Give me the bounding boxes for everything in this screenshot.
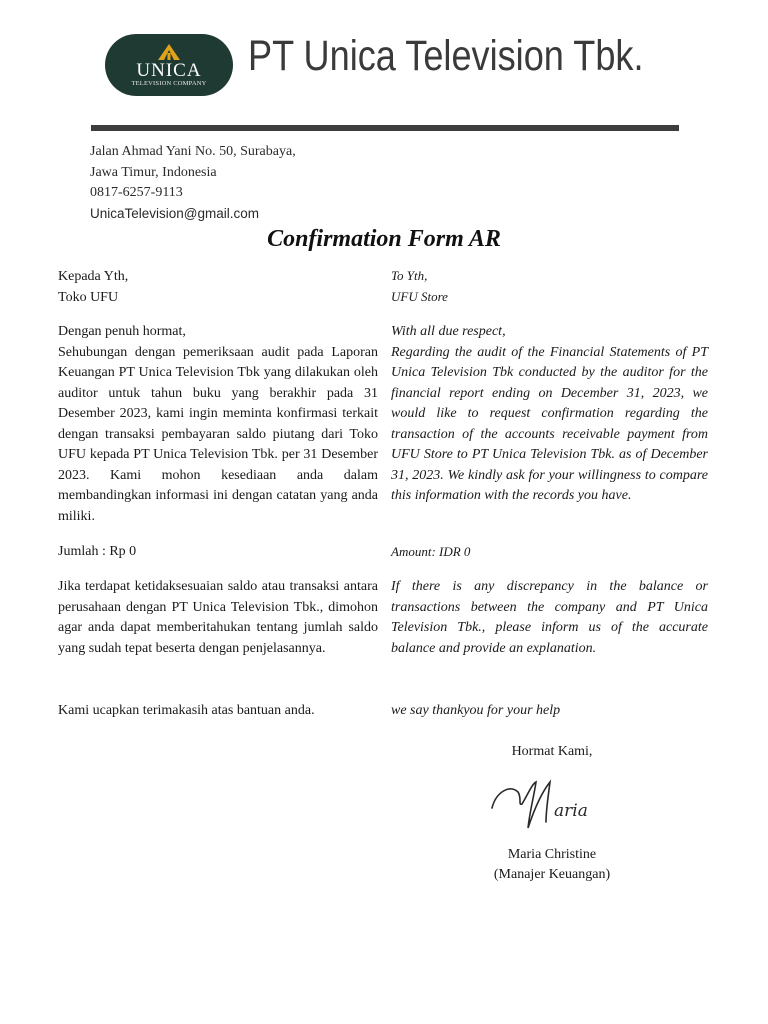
indonesian-thanks-block [58,701,378,722]
body-paragraph-en: Regarding the audit of the Financial Statements of PT Unica Television Tbk conducted by the auditor for the financial report ending on December 31, 2023, we would like to request confirmation regarding the transaction of the accounts receivable payment from UFU Store to PT Unica Television Tbk. as of December 31, 2023. We kindly ask for your willingness to compare this information with the records you have. [391,344,708,503]
greeting: Dengan penuh hormat, [58,324,186,339]
recipient-line-1-en: To Yth, [391,268,428,283]
company-logo [105,34,233,96]
closing-salutation: Hormat Kami, [511,744,593,759]
indonesian-body-block [58,322,378,527]
thanks-line: Kami ucapkan terimakasih atas bantuan anda. [58,703,315,718]
english-amount-block [391,542,708,563]
english-thanks-block [391,701,708,722]
recipient-line-1: Kepada Yth, [58,269,129,284]
thanks-line-en: we say thankyou for your help [391,703,561,718]
amount-line: Jumlah : Rp 0 [58,544,137,559]
greeting-en: With all due respect, [391,324,506,339]
logo-word: UNICA [136,60,202,81]
english-body-block [391,322,708,507]
company-name: PT Unica Television Tbk. [248,32,644,80]
recipient-line-2: Toko UFU [58,289,119,305]
recipient-line-2-en: UFU Store [391,288,448,304]
email-address: UnicaTelevision@gmail.com [90,205,260,221]
address-line-2: Jawa Timur, Indonesia [90,164,217,180]
logo-subtitle: TELEVISION COMPANY [131,80,207,87]
indonesian-column [58,267,378,308]
amount-line-en: Amount: IDR 0 [391,544,471,559]
phone-number: 0817-6257-9113 [90,185,183,200]
form-title: Confirmation Form AR [267,226,501,252]
address-line-1: Jalan Ahmad Yani No. 50, Surabaya, [90,144,296,159]
header-divider [91,125,679,131]
discrepancy-paragraph: Jika terdapat ketidaksesuaian saldo atau transaksi antara perusahaan dengan PT Unica Television Tbk., dimohon agar anda dapat memberitahukan tentang jumlah saldo yang sudah tepat beserta dengan penjelasannya. [58,579,378,656]
handwritten-signature [488,770,618,836]
english-discrepancy-block [391,577,708,659]
signature-text: aria [554,801,588,821]
logo-mark-icon [158,44,180,60]
signatory-position: (Manajer Keuangan) [493,867,611,882]
indonesian-amount-block [58,542,378,563]
body-paragraph: Sehubungan dengan pemeriksaan audit pada Laporan Keuangan PT Unica Television Tbk yang dilakukan oleh auditor untuk tahun buku yang berakhir pada 31 Desember 2023, kami ingin meminta konfirmasi terkait dengan transaksi pembayaran saldo piutang dari Toko UFU kepada PT Unica Television Tbk. per 31 Desember 2023. Kami mohon kesediaan anda dalam membandingkan informasi ini dengan catatan yang anda miliki. [58,344,378,524]
english-column [391,266,708,307]
company-address [90,142,296,224]
signatory-name: Maria Christine [507,847,597,862]
discrepancy-paragraph-en: If there is any discrepancy in the balance or transactions between the company and PT Unica Television Tbk., please inform us of the accurate balance and provide an explanation. [391,579,708,656]
indonesian-discrepancy-block [58,577,378,659]
